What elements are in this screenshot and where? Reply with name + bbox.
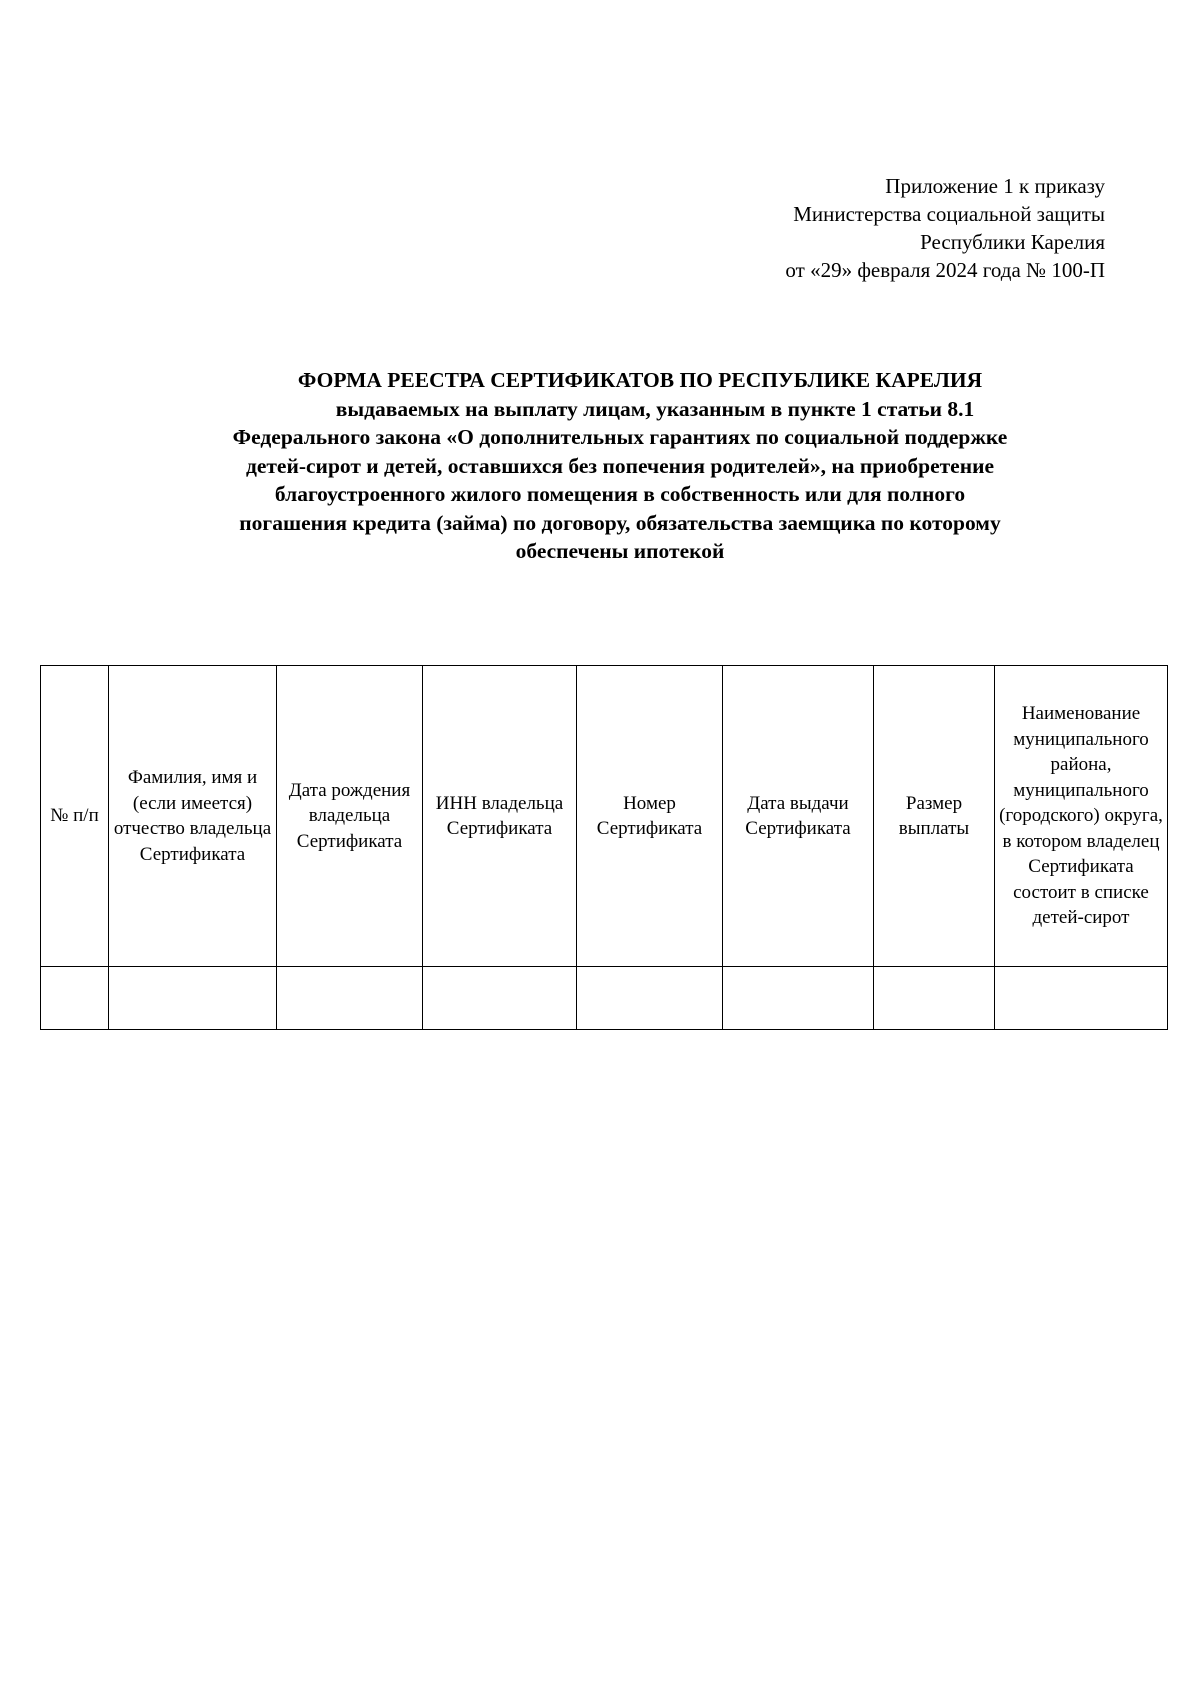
cell-payment-amount (874, 967, 995, 1030)
cell-birth-date (277, 967, 423, 1030)
document-title (140, 366, 1100, 566)
registry-table (40, 665, 1168, 1030)
title-main: ФОРМА РЕЕСТРА СЕРТИФИКАТОВ ПО РЕСПУБЛИКЕ КАРЕЛИЯ (297, 368, 983, 392)
appendix-line-1: Приложение 1 к приказу (885, 174, 1105, 198)
title-line-2: Федерального закона «О дополнительных гарантиях по социальной поддержке (232, 425, 1008, 449)
header-municipality: Наименование муниципального района, муниципального (городского) округа, в котором владелец Сертификата состоит в списке детей-сирот (995, 666, 1168, 967)
cell-number (41, 967, 109, 1030)
appendix-line-2: Министерства социальной защиты (793, 202, 1105, 226)
header-inn: ИНН владельца Сертификата (423, 666, 577, 967)
table-row (41, 967, 1168, 1030)
appendix-line-4: от «29» февраля 2024 года № 100-П (785, 258, 1105, 282)
title-line-4: благоустроенного жилого помещения в собственность или для полного (274, 482, 966, 506)
cell-issue-date (723, 967, 874, 1030)
appendix-header (505, 172, 1105, 284)
cell-full-name (109, 967, 277, 1030)
table-header-row (41, 666, 1168, 967)
cell-municipality (995, 967, 1168, 1030)
appendix-line-3: Республики Карелия (920, 230, 1105, 254)
header-number: № п/п (41, 666, 109, 967)
header-payment-amount: Размер выплаты (874, 666, 995, 967)
header-certificate-number: Номер Сертификата (577, 666, 723, 967)
cell-certificate-number (577, 967, 723, 1030)
title-line-6: обеспечены ипотекой (515, 539, 725, 563)
header-birth-date: Дата рождения владельца Сертификата (277, 666, 423, 967)
cell-inn (423, 967, 577, 1030)
header-full-name: Фамилия, имя и (если имеется) отчество владельца Сертификата (109, 666, 277, 967)
title-line-3: детей-сирот и детей, оставшихся без попечения родителей», на приобретение (245, 453, 995, 478)
header-issue-date: Дата выдачи Сертификата (723, 666, 874, 967)
title-line-5: погашения кредита (займа) по договору, обязательства заемщика по которому (239, 510, 1001, 535)
title-line-1: выдаваемых на выплату лицам, указанным в пункте 1 статьи 8.1 (335, 396, 975, 421)
